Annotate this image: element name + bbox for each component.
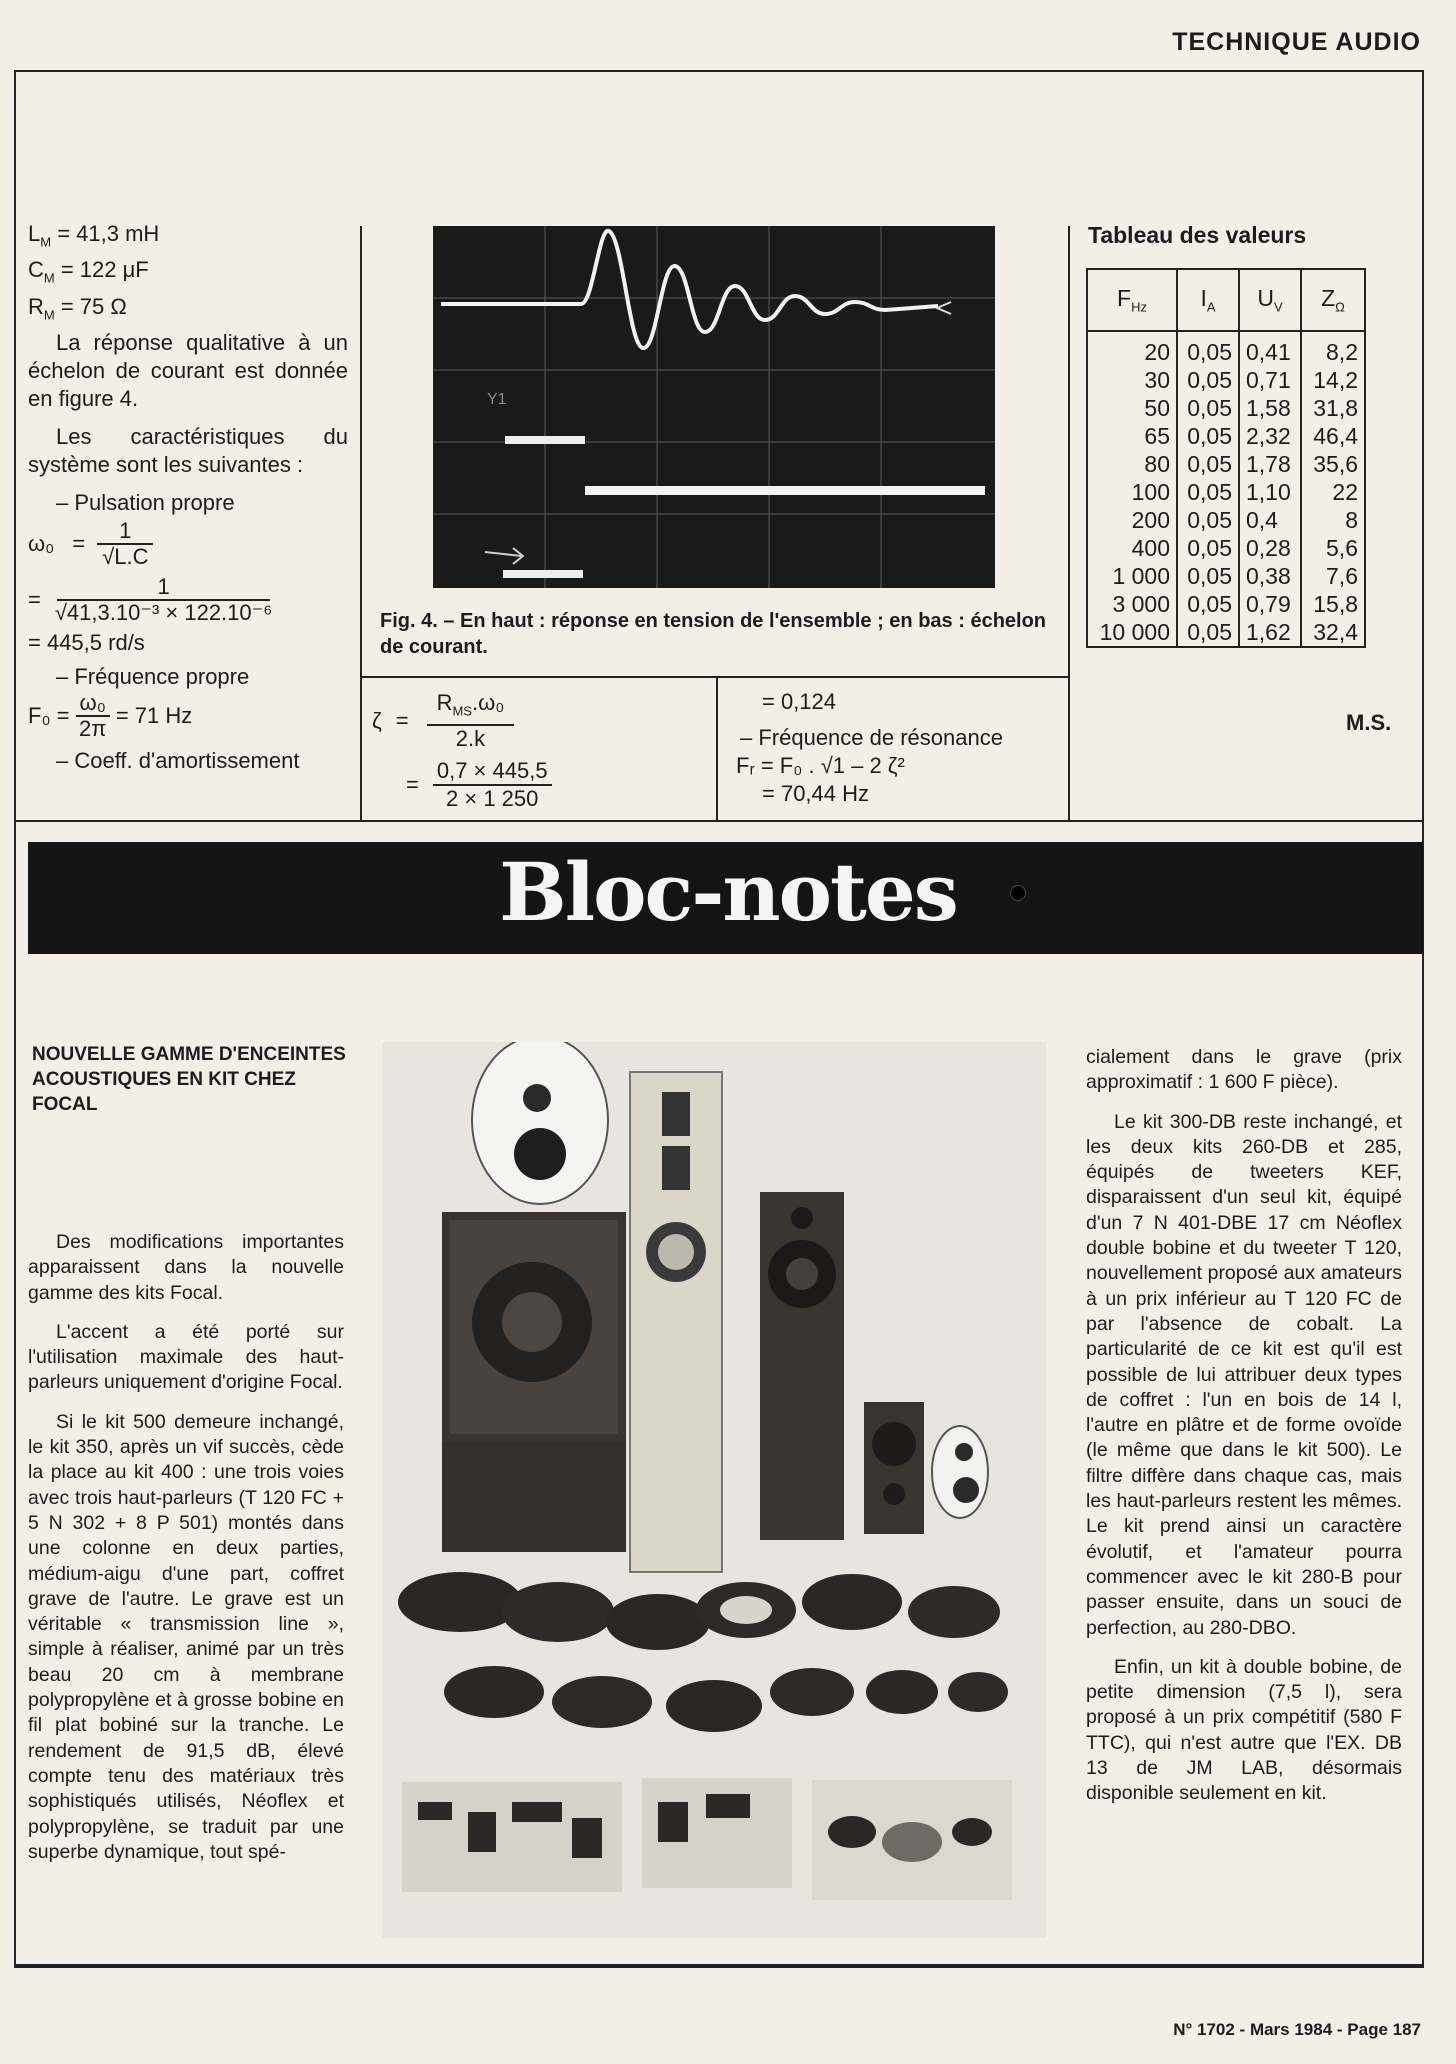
table-header-row (1087, 269, 1365, 331)
article-paragraph: Le kit 300-DB reste inchangé, et les deux kits 260-DB et 285, équipés de tweeters KEF, disparaissent d'un seul kit, équipé d'un 7 N 401-DBE 17 cm Néoflex double bobine et du tweeter T 120, nouvellement proposé aux amateurs à un prix inférieur au T 120 FC de par l'absence de cobalt. La particularité de ce kit est qu'il est possible de lui attribuer deux types de coffret : l'un en bois de 14 l, l'autre en plâtre et de forme ovoïde (le même que dans le kit 500). Le filtre diffère dans chaque cas, mais les haut-parleurs restent les mêmes. Le kit prend ainsi un caractère évolutif, et l'amateur pourra commencer avec le kit 280-B pour passer ensuite, dans un souci de perfection, au 280-DBO. (1086, 1110, 1402, 1639)
table-cell: 1,62 (1239, 618, 1301, 647)
table-row (1087, 506, 1365, 534)
table-cell: 0,05 (1177, 534, 1239, 562)
table-cell: 80 (1087, 450, 1177, 478)
table-cell: 8 (1301, 506, 1365, 534)
table-row (1087, 366, 1365, 394)
table-cell: 0,4 (1239, 506, 1301, 534)
table-cell: 30 (1087, 366, 1177, 394)
formula-column (28, 220, 348, 775)
speaker-kit-photo (382, 1042, 1046, 1938)
table-cell: 10 000 (1087, 618, 1177, 647)
table-row (1087, 562, 1365, 590)
table-cell: 50 (1087, 394, 1177, 422)
omega-result: = 445,5 rd/s (28, 630, 145, 656)
table-cell: 22 (1301, 478, 1365, 506)
item-damping: – Coeff. d'amortissement (56, 748, 300, 774)
table-row (1087, 450, 1365, 478)
equation-divider (716, 676, 718, 822)
osc-channel-label: Y1 (487, 391, 507, 408)
column-divider-right (1068, 226, 1070, 822)
table-cell: 2,32 (1239, 422, 1301, 450)
table-row (1087, 394, 1365, 422)
table-cell: 200 (1087, 506, 1177, 534)
table-cell: 3 000 (1087, 590, 1177, 618)
table-cell: 0,05 (1177, 590, 1239, 618)
table-cell: 0,71 (1239, 366, 1301, 394)
page-footer: N° 1702 - Mars 1984 - Page 187 (1173, 2020, 1421, 2039)
table-cell: 400 (1087, 534, 1177, 562)
values-table (1086, 268, 1366, 648)
table-cell: 0,05 (1177, 422, 1239, 450)
equation-rule (360, 676, 1070, 678)
table-header-cell: $U_V$ (1239, 269, 1301, 331)
table-cell: 8,2 (1301, 331, 1365, 366)
paragraph-characteristics: Les caractéristiques du système sont les suivantes : (28, 424, 348, 478)
table-cell: 15,8 (1301, 590, 1365, 618)
table-cell: 0,05 (1177, 394, 1239, 422)
table-cell: 1,78 (1239, 450, 1301, 478)
article-paragraph: cialement dans le grave (prix approximatif : 1 600 F pièce). (1086, 1046, 1402, 1094)
table-row (1087, 422, 1365, 450)
table-row (1087, 478, 1365, 506)
item-pulsation: – Pulsation propre (56, 490, 235, 516)
omega-formula: ω₀ = $\frac{1}{√L.C}$ (28, 519, 348, 569)
figure-caption: Fig. 4. – En haut : réponse en tension de l'ensemble ; en bas : échelon de courant. (380, 610, 1047, 658)
bottom-rule (14, 1966, 1424, 1968)
table-cell: 7,6 (1301, 562, 1365, 590)
omega-numeric: = $\frac{1}{\text{√41,3.10⁻³ × 122.10⁻⁶}}$ (28, 574, 273, 626)
banner-title: Bloc-notes (499, 845, 957, 939)
rm-line: $R_M = 75$ Ω (28, 293, 127, 323)
table-cell: 0,38 (1239, 562, 1301, 590)
table-cell: 0,05 (1177, 562, 1239, 590)
table-cell: 14,2 (1301, 366, 1365, 394)
table-cell: 0,05 (1177, 450, 1239, 478)
table-row (1087, 534, 1365, 562)
speaker-photo-illustration (382, 1042, 1046, 1938)
table-cell: 1,58 (1239, 394, 1301, 422)
article-paragraph: Si le kit 500 demeure inchangé, le kit 350, après un vif succès, cède la place au kit 400 : une trois voies avec trois haut-parleurs (T 120 FC + 5 N 302 + 8 P 501) montés dans une colonne en deux parties, médium-aigu d'une part, coffret grave de l'autre. Le grave est un véritable « transmission line », simple à réaliser, animé par un très beau 20 cm à membrane polypropylène et à grosse bobine en fil plat bobiné sur la tranche. Le rendement de 91,5 dB, élevé compte tenu des matériaux très sophistiqués utilisés, Néoflex et polypropylène, se traduit par une superbe dynamique, tout spé- (28, 1410, 344, 1863)
damping-equation: ζ = $R_{MS}.\omega_0$ 2.k = $\frac{0,7 \times 445,5}{2 \times 1 250}$ (372, 690, 702, 812)
item-frequency: – Fréquence propre (56, 664, 250, 690)
table-cell: 0,05 (1177, 366, 1239, 394)
author-signature: M.S. (1346, 710, 1392, 735)
table-cell: 0,05 (1177, 331, 1239, 366)
cm-line: $C_M = 122$ μF (28, 257, 149, 286)
table-cell: 1,10 (1239, 478, 1301, 506)
table-cell: 31,8 (1301, 394, 1365, 422)
table-title: Tableau des valeurs (1088, 222, 1307, 248)
article-paragraph: Des modifications importantes apparaissent dans la nouvelle gamme des kits Focal. (28, 1231, 344, 1304)
article-paragraph: L'accent a été porté sur l'utilisation maximale des haut-parleurs uniquement d'origine Focal. (28, 1320, 344, 1394)
table-cell: 20 (1087, 331, 1177, 366)
article-title: NOUVELLE GAMME D'ENCEINTES ACOUSTIQUES EN KIT CHEZ FOCAL (32, 1044, 346, 1115)
table-row (1087, 618, 1365, 647)
article-column-left (28, 1230, 344, 1879)
table-header-cell: $Z_\Omega$ (1301, 269, 1365, 331)
table-cell: 65 (1087, 422, 1177, 450)
column-divider-left (360, 226, 362, 822)
table-row (1087, 590, 1365, 618)
table-cell: 46,4 (1301, 422, 1365, 450)
table-cell: 5,6 (1301, 534, 1365, 562)
section-rule (14, 820, 1424, 822)
table-cell: 0,28 (1239, 534, 1301, 562)
f0-formula: F₀ = $\frac{\text{ω₀}}{2\pi}$ = 71 Hz (28, 690, 193, 742)
paragraph-response: La réponse qualitative à un échelon de courant est donnée en figure 4. (28, 330, 348, 412)
table-header-cell: $I_A$ (1177, 269, 1239, 331)
table-cell: 35,6 (1301, 450, 1365, 478)
table-cell: 0,05 (1177, 506, 1239, 534)
table-header-cell: $F_{Hz}$ (1087, 269, 1177, 331)
table-row (1087, 331, 1365, 366)
oscilloscope-trace (433, 226, 995, 588)
oscilloscope-figure (433, 226, 995, 588)
banner-dot (1010, 885, 1026, 901)
table-cell: 100 (1087, 478, 1177, 506)
table-cell: 0,41 (1239, 331, 1301, 366)
resonance-equation: = 0,124 – Fréquence de résonance Fᵣ = F₀ . √1 – 2 ζ² = 70,44 Hz (736, 689, 1003, 806)
table-cell: 0,05 (1177, 478, 1239, 506)
table-cell: 1 000 (1087, 562, 1177, 590)
lm-line: $L_M = 41,3$ mH (28, 221, 160, 250)
section-header: TECHNIQUE AUDIO (1172, 28, 1421, 56)
article-column-right (1086, 1045, 1402, 1821)
article-paragraph: Enfin, un kit à double bobine, de petite dimension (7,5 l), sera proposé à un prix compétitif (580 F TTC), qui n'est autre que l'EX. DB 13 de JM LAB, désormais disponible seulement en kit. (1086, 1655, 1402, 1805)
table-cell: 32,4 (1301, 618, 1365, 647)
table-cell: 0,05 (1177, 618, 1239, 647)
table-cell: 0,79 (1239, 590, 1301, 618)
